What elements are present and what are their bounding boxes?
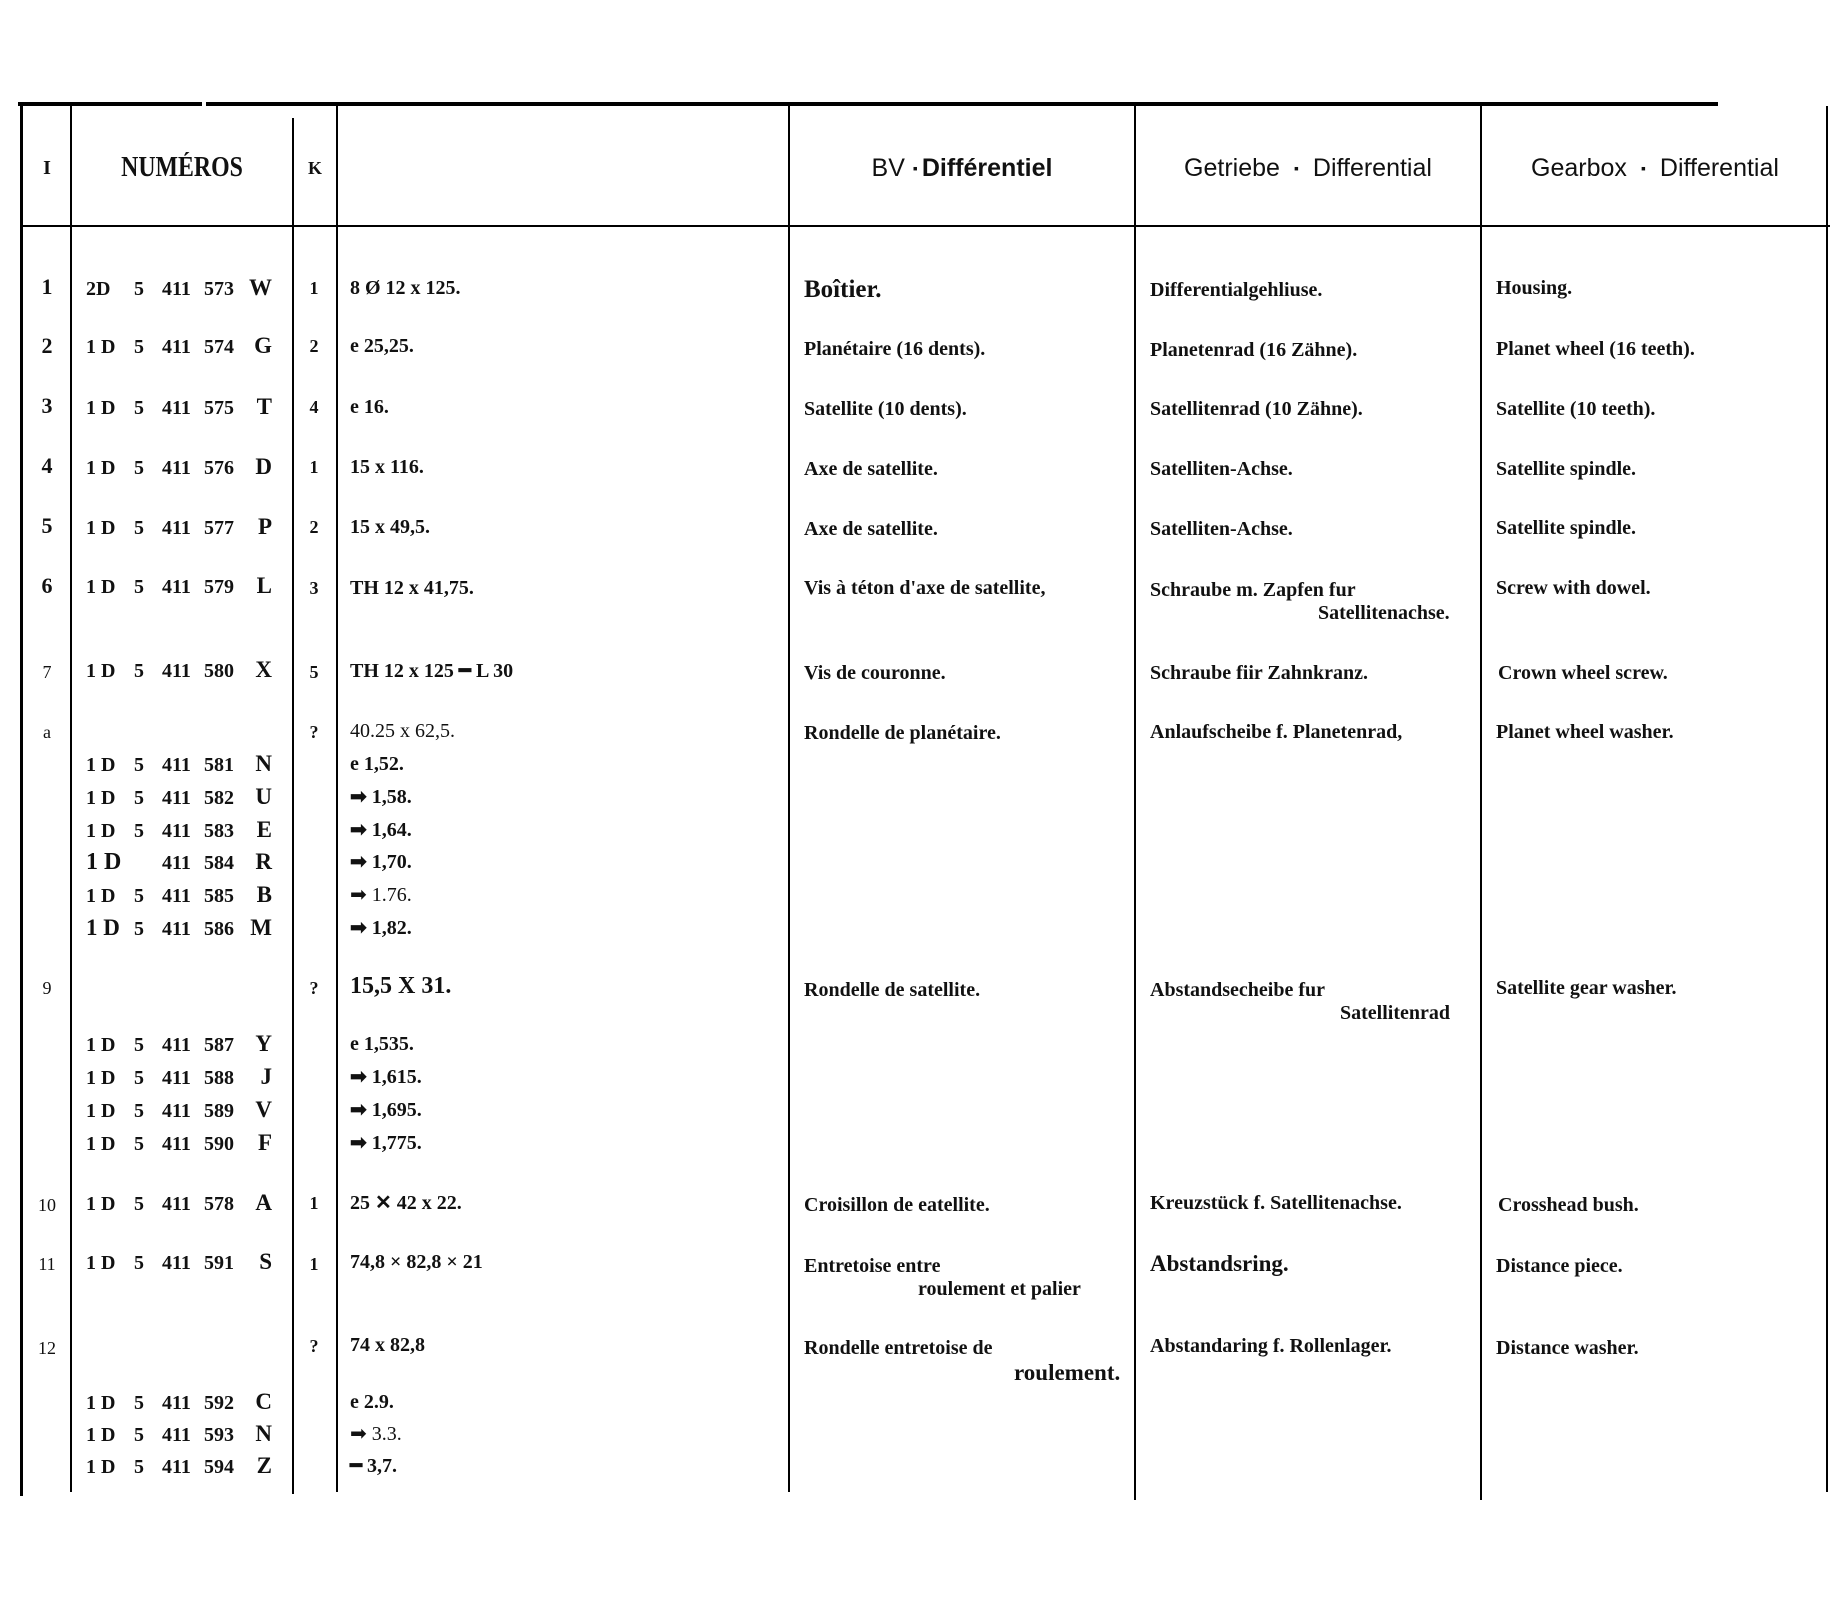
part-number bbox=[86, 574, 286, 599]
col-line-right bbox=[1826, 106, 1828, 1492]
part-series: 411 bbox=[162, 1100, 191, 1122]
desc-english: Planet wheel (16 teeth). bbox=[1496, 338, 1695, 360]
part-prefix: 1 D bbox=[86, 754, 116, 776]
part-code: 592 bbox=[204, 1392, 234, 1414]
col-line-dimensions bbox=[788, 106, 790, 1492]
part-prefix: 1 D bbox=[86, 1100, 116, 1122]
part-series: 411 bbox=[162, 1193, 191, 1215]
part-letter: X bbox=[255, 657, 272, 682]
desc-german: Satellitenrad (10 Zähne). bbox=[1150, 398, 1363, 420]
part-number bbox=[86, 785, 286, 810]
desc-german: Satelliten-Achse. bbox=[1150, 518, 1293, 540]
part-series: 411 bbox=[162, 1252, 191, 1274]
part-group: 5 bbox=[134, 397, 144, 419]
col-line-k bbox=[336, 106, 338, 1492]
row-index: a bbox=[43, 722, 51, 742]
part-letter: L bbox=[256, 573, 272, 598]
part-series: 411 bbox=[162, 457, 191, 479]
part-code: 579 bbox=[204, 576, 234, 598]
part-prefix: 1 D bbox=[86, 915, 120, 940]
quantity-k: 4 bbox=[309, 397, 319, 417]
dimensions: ━ 3,7. bbox=[350, 1455, 398, 1477]
row-index: 4 bbox=[41, 453, 53, 478]
part-prefix: 1 D bbox=[86, 660, 116, 682]
quantity-k: 2 bbox=[309, 517, 319, 537]
part-prefix: 1 D bbox=[86, 1424, 116, 1446]
part-number bbox=[86, 1390, 286, 1415]
dimensions: e 25,25. bbox=[350, 335, 414, 357]
part-code: 578 bbox=[204, 1193, 234, 1215]
part-number bbox=[86, 1131, 286, 1156]
desc-french: Vis de couronne. bbox=[804, 662, 946, 684]
part-number bbox=[86, 916, 286, 941]
part-number bbox=[86, 1250, 286, 1275]
part-number bbox=[86, 276, 286, 301]
part-group: 5 bbox=[134, 787, 144, 809]
part-code: 587 bbox=[204, 1034, 234, 1056]
row-index: 11 bbox=[38, 1254, 56, 1274]
desc-german: Anlaufscheibe f. Planetenrad, bbox=[1150, 721, 1403, 743]
part-code: 576 bbox=[204, 457, 234, 479]
part-group: 5 bbox=[134, 660, 144, 682]
part-series: 411 bbox=[162, 397, 191, 419]
part-code: 590 bbox=[204, 1133, 234, 1155]
dimensions: 8 Ø 12 x 125. bbox=[350, 277, 461, 299]
part-letter: C bbox=[255, 1389, 272, 1414]
desc-french: Vis à téton d'axe de satellite, bbox=[804, 577, 1046, 599]
part-series: 411 bbox=[162, 278, 191, 300]
part-group: 5 bbox=[134, 885, 144, 907]
part-number bbox=[86, 752, 286, 777]
desc-english: Crown wheel screw. bbox=[1498, 662, 1668, 684]
part-code: 585 bbox=[204, 885, 234, 907]
header-english bbox=[1482, 110, 1828, 226]
part-letter: Z bbox=[256, 1453, 272, 1478]
part-code: 581 bbox=[204, 754, 234, 776]
part-group: 5 bbox=[134, 1100, 144, 1122]
part-series: 411 bbox=[162, 660, 191, 682]
part-series: 411 bbox=[162, 820, 191, 842]
row-index: 6 bbox=[41, 573, 53, 598]
part-prefix: 1 D bbox=[86, 885, 116, 907]
part-group: 5 bbox=[134, 336, 144, 358]
part-series: 411 bbox=[162, 852, 191, 874]
desc-french: Rondelle entretoise de bbox=[804, 1337, 993, 1359]
part-code: 584 bbox=[204, 852, 234, 874]
dimensions: ➡ 1,82. bbox=[350, 917, 412, 939]
desc-english: Distance piece. bbox=[1496, 1255, 1623, 1277]
part-group: 5 bbox=[134, 1193, 144, 1215]
col-line-index bbox=[70, 106, 72, 1492]
part-code: 574 bbox=[204, 336, 234, 358]
dimensions: ➡ 1,64. bbox=[350, 819, 412, 841]
part-group: 5 bbox=[134, 576, 144, 598]
desc-german-continued: Satellitenrad bbox=[1340, 1002, 1450, 1024]
row-index: 5 bbox=[41, 513, 53, 538]
part-prefix: 1 D bbox=[86, 576, 116, 598]
part-group: 5 bbox=[134, 517, 144, 539]
dimensions: ➡ 1,775. bbox=[350, 1132, 422, 1154]
desc-french: Axe de satellite. bbox=[804, 458, 938, 480]
desc-french: Axe de satellite. bbox=[804, 518, 938, 540]
header-french-part1: BV bbox=[871, 153, 905, 182]
part-number bbox=[86, 1098, 286, 1123]
header-german-sep: ▪ bbox=[1293, 160, 1299, 176]
desc-english: Satellite spindle. bbox=[1496, 458, 1637, 480]
part-number bbox=[86, 1191, 286, 1216]
header-english-part2: Differential bbox=[1659, 153, 1779, 182]
top-rule-left bbox=[18, 102, 202, 106]
part-prefix: 1 D bbox=[86, 787, 116, 809]
part-code: 583 bbox=[204, 820, 234, 842]
dimensions: 40.25 x 62,5. bbox=[350, 720, 455, 742]
part-number bbox=[86, 1422, 286, 1447]
desc-german: Kreuzstück f. Satellitenachse. bbox=[1150, 1192, 1402, 1214]
dimensions: 25 ✕ 42 x 22. bbox=[350, 1192, 462, 1214]
part-number bbox=[86, 395, 286, 420]
part-group: 5 bbox=[134, 1034, 144, 1056]
desc-french: Croisillon de eatellite. bbox=[804, 1194, 990, 1216]
part-group: 5 bbox=[134, 1252, 144, 1274]
part-letter: G bbox=[254, 333, 272, 358]
desc-german: Abstandaring f. Rollenlager. bbox=[1150, 1335, 1392, 1357]
header-french bbox=[790, 110, 1134, 226]
row-index: 9 bbox=[42, 978, 52, 998]
dimensions: ➡ 1,58. bbox=[350, 786, 412, 808]
desc-french: Satellite (10 dents). bbox=[804, 398, 967, 420]
header-numbers: NUMÉROS bbox=[121, 152, 243, 183]
part-series: 411 bbox=[162, 787, 191, 809]
part-code: 582 bbox=[204, 787, 234, 809]
part-series: 411 bbox=[162, 336, 191, 358]
quantity-k: 5 bbox=[309, 662, 319, 682]
desc-french: Entretoise entre bbox=[804, 1255, 941, 1277]
desc-french-continued: roulement et palier bbox=[918, 1278, 1081, 1300]
desc-german: Schraube fiir Zahnkranz. bbox=[1150, 662, 1368, 684]
dimensions: e 2.9. bbox=[350, 1391, 394, 1413]
part-series: 411 bbox=[162, 754, 191, 776]
part-letter: N bbox=[255, 1421, 272, 1446]
desc-english: Satellite spindle. bbox=[1496, 517, 1637, 539]
part-code: 580 bbox=[204, 660, 234, 682]
part-code: 588 bbox=[204, 1067, 234, 1089]
desc-german: Abstandsring. bbox=[1150, 1251, 1289, 1276]
part-code: 591 bbox=[204, 1252, 234, 1274]
part-prefix: 1 D bbox=[86, 849, 122, 875]
row-index: 3 bbox=[41, 393, 53, 418]
dimensions: ➡ 1.76. bbox=[350, 884, 412, 906]
part-prefix: 1 D bbox=[86, 517, 116, 539]
desc-german: Differentialgehliuse. bbox=[1150, 279, 1323, 301]
dimensions: 74,8 × 82,8 × 21 bbox=[350, 1251, 483, 1273]
part-number bbox=[86, 1454, 286, 1479]
part-series: 411 bbox=[162, 576, 191, 598]
part-letter: R bbox=[255, 849, 272, 874]
dimensions: e 1,52. bbox=[350, 753, 404, 775]
part-group: 5 bbox=[134, 918, 144, 940]
part-series: 411 bbox=[162, 1133, 191, 1155]
dimensions: ➡ 1,615. bbox=[350, 1066, 422, 1088]
desc-german: Schraube m. Zapfen fur bbox=[1150, 579, 1356, 601]
part-group: 5 bbox=[134, 1456, 144, 1478]
part-letter: J bbox=[260, 1064, 272, 1089]
desc-french: Rondelle de planétaire. bbox=[804, 722, 1001, 744]
part-prefix: 1 D bbox=[86, 1456, 116, 1478]
part-series: 411 bbox=[162, 1067, 191, 1089]
part-number bbox=[86, 515, 286, 540]
part-code: 593 bbox=[204, 1424, 234, 1446]
desc-english: Satellite gear washer. bbox=[1496, 977, 1677, 999]
dimensions: 74 x 82,8 bbox=[350, 1334, 425, 1356]
dimensions: TH 12 x 125 ━ L 30 bbox=[350, 660, 514, 682]
col-line-numbers bbox=[292, 118, 294, 1494]
dimensions: 15 x 116. bbox=[350, 456, 424, 478]
part-letter: N bbox=[255, 751, 272, 776]
quantity-k: 1 bbox=[309, 1254, 319, 1274]
part-series: 411 bbox=[162, 885, 191, 907]
part-prefix: 1 D bbox=[86, 457, 116, 479]
dimensions: 15 x 49,5. bbox=[350, 516, 430, 538]
part-letter: D bbox=[255, 454, 272, 479]
col-line-german bbox=[1480, 106, 1482, 1500]
part-prefix: 1 D bbox=[86, 820, 116, 842]
part-prefix: 1 D bbox=[86, 1252, 116, 1274]
header-german-part2: Differential bbox=[1312, 153, 1432, 182]
desc-german: Satelliten-Achse. bbox=[1150, 458, 1293, 480]
quantity-k: ? bbox=[309, 978, 319, 998]
dimensions: e 1,535. bbox=[350, 1033, 414, 1055]
desc-french-continued: roulement. bbox=[1014, 1360, 1121, 1385]
header-german bbox=[1136, 110, 1480, 226]
part-prefix: 1 D bbox=[86, 397, 116, 419]
part-code: 589 bbox=[204, 1100, 234, 1122]
part-number bbox=[86, 883, 286, 908]
header-french-sep: ▪ bbox=[912, 160, 918, 176]
dimensions: TH 12 x 41,75. bbox=[350, 577, 474, 599]
row-index: 2 bbox=[41, 333, 53, 358]
part-series: 411 bbox=[162, 517, 191, 539]
part-code: 594 bbox=[204, 1456, 234, 1478]
header-french-part2: Différentiel bbox=[921, 153, 1053, 182]
top-rule-right bbox=[206, 102, 1718, 106]
desc-english: Crosshead bush. bbox=[1498, 1194, 1639, 1216]
desc-german: Abstandsecheibe fur bbox=[1150, 979, 1326, 1001]
quantity-k: 1 bbox=[309, 457, 319, 477]
part-prefix: 1 D bbox=[86, 1067, 116, 1089]
part-letter: A bbox=[255, 1190, 272, 1215]
desc-french: Boîtier. bbox=[804, 276, 882, 303]
dimensions: ➡ 1,70. bbox=[350, 851, 412, 873]
part-number bbox=[86, 455, 286, 480]
part-number bbox=[86, 850, 286, 875]
desc-english: Screw with dowel. bbox=[1496, 577, 1651, 599]
dimensions: ➡ 1,695. bbox=[350, 1099, 422, 1121]
part-number bbox=[86, 658, 286, 683]
desc-english: Housing. bbox=[1496, 277, 1573, 299]
part-series: 411 bbox=[162, 1456, 191, 1478]
part-group: 5 bbox=[134, 820, 144, 842]
part-letter: U bbox=[255, 784, 272, 809]
part-prefix: 1 D bbox=[86, 1392, 116, 1414]
row-index: 10 bbox=[38, 1195, 56, 1215]
desc-english: Planet wheel washer. bbox=[1496, 721, 1674, 743]
part-group: 5 bbox=[134, 754, 144, 776]
part-group: 5 bbox=[134, 1133, 144, 1155]
desc-english: Satellite (10 teeth). bbox=[1496, 398, 1656, 420]
part-series: 411 bbox=[162, 918, 191, 940]
part-code: 577 bbox=[204, 517, 234, 539]
part-group: 5 bbox=[134, 1067, 144, 1089]
part-letter: W bbox=[249, 275, 272, 300]
dimensions: e 16. bbox=[350, 396, 389, 418]
part-letter: B bbox=[256, 882, 272, 907]
part-letter: P bbox=[257, 514, 272, 539]
part-letter: S bbox=[259, 1249, 272, 1274]
part-prefix: 1 D bbox=[86, 1193, 116, 1215]
desc-german-continued: Satellitenachse. bbox=[1318, 602, 1450, 624]
part-prefix: 1 D bbox=[86, 336, 116, 358]
quantity-k: ? bbox=[309, 1336, 319, 1356]
part-series: 411 bbox=[162, 1392, 191, 1414]
row-index: 7 bbox=[42, 662, 52, 682]
part-group: 5 bbox=[134, 1392, 144, 1414]
header-english-sep: ▪ bbox=[1640, 160, 1646, 176]
part-letter: E bbox=[256, 817, 272, 842]
quantity-k: 1 bbox=[309, 278, 319, 298]
col-line-left bbox=[20, 106, 23, 1496]
part-series: 411 bbox=[162, 1424, 191, 1446]
part-letter: M bbox=[250, 915, 272, 940]
part-number bbox=[86, 334, 286, 359]
quantity-k: ? bbox=[309, 722, 319, 742]
part-group: 5 bbox=[134, 457, 144, 479]
part-code: 573 bbox=[204, 278, 234, 300]
header-english-part1: Gearbox bbox=[1531, 153, 1627, 182]
quantity-k: 2 bbox=[309, 336, 319, 356]
part-code: 575 bbox=[204, 397, 234, 419]
part-series: 411 bbox=[162, 1034, 191, 1056]
col-line-french bbox=[1134, 106, 1136, 1500]
header-k: K bbox=[307, 157, 322, 178]
part-letter: T bbox=[256, 394, 272, 419]
part-number bbox=[86, 1065, 286, 1090]
row-index: 1 bbox=[41, 274, 53, 299]
desc-german: Planetenrad (16 Zähne). bbox=[1150, 339, 1358, 361]
desc-french: Rondelle de satellite. bbox=[804, 979, 981, 1001]
row-index: 12 bbox=[38, 1338, 56, 1358]
part-letter: Y bbox=[255, 1031, 272, 1056]
part-number bbox=[86, 1032, 286, 1057]
part-code: 586 bbox=[204, 918, 234, 940]
desc-english: Distance washer. bbox=[1496, 1337, 1639, 1359]
part-prefix: 2D bbox=[86, 278, 111, 300]
part-group: 5 bbox=[134, 1424, 144, 1446]
part-group: 5 bbox=[134, 278, 144, 300]
part-prefix: 1 D bbox=[86, 1133, 116, 1155]
header-index: I bbox=[43, 156, 51, 179]
dimensions: 15,5 X 31. bbox=[350, 973, 452, 999]
quantity-k: 3 bbox=[309, 578, 319, 598]
dimensions: ➡ 3.3. bbox=[350, 1423, 402, 1445]
part-letter: V bbox=[255, 1097, 272, 1122]
desc-french: Planétaire (16 dents). bbox=[804, 338, 986, 360]
part-number bbox=[86, 818, 286, 843]
quantity-k: 1 bbox=[309, 1193, 319, 1213]
part-prefix: 1 D bbox=[86, 1034, 116, 1056]
part-letter: F bbox=[257, 1130, 272, 1155]
header-german-part1: Getriebe bbox=[1184, 153, 1280, 182]
